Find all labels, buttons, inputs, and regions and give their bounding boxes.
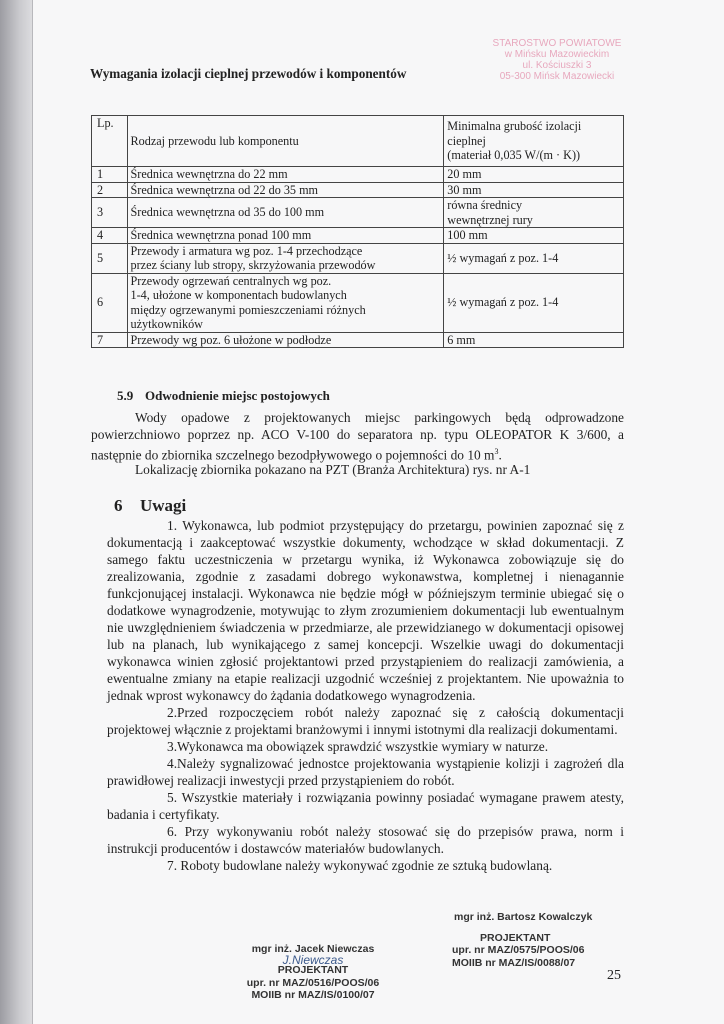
thickness-line: 6 mm [447, 332, 476, 347]
chapter-title: Uwagi [140, 496, 187, 515]
row-number: 1 [92, 167, 128, 183]
row-number: 2 [92, 182, 128, 198]
note-item: 2.Przed rozpoczęciem robót należy zapoznać się z całością dokumentacji projektowej włącznie z projektami branżowymi i innymi istotnymi dla realizacji dokumentami. [107, 705, 624, 737]
signer-name: mgr inż. Bartosz Kowalczyk [454, 911, 593, 923]
signer-name: mgr inż. Jacek Niewczas [251, 943, 375, 955]
component-line: Średnica wewnętrzna ponad 100 mm [130, 228, 312, 242]
header-value-line: (materiał 0,035 W/(m · K)) [447, 148, 581, 163]
row-thickness [444, 167, 624, 183]
paragraph-end: . [498, 447, 502, 463]
license-number: upr. nr MAZ/0516/POOS/06 [246, 976, 380, 989]
table-row [92, 228, 624, 244]
row-thickness [444, 332, 624, 348]
table-header-row [92, 116, 624, 167]
header-value-line: Minimalna grubość izolacji [447, 119, 582, 134]
component-line: użytkowników [130, 317, 203, 331]
component-line: 1-4, ułożone w komponentach budowlanych [130, 288, 347, 302]
row-number: 3 [92, 198, 128, 228]
signer-role: PROJEKTANT [277, 964, 349, 976]
thickness-line: równa średnicy [447, 198, 523, 212]
section-heading [117, 388, 330, 404]
component-line: Przewody wg poz. 6 ułożone w podłodze [130, 332, 332, 347]
binding-shadow [0, 0, 32, 1024]
thickness-line: 30 mm [447, 182, 482, 197]
row-component [127, 332, 444, 348]
row-number: 5 [92, 243, 128, 273]
component-line: Przewody i armatura wg poz. 1-4 przechodzące [130, 243, 363, 258]
drainage-paragraph [91, 409, 624, 463]
signer-role: PROJEKTANT [480, 931, 551, 944]
thickness-line: 100 mm [447, 228, 488, 242]
note-item: 6. Przy wykonywaniu robót należy stosować się do przepisów prawa, norm i instrukcji producentów i dostawców materiałów budowlanych. [107, 824, 624, 856]
stamp-line: ul. Kościuszki 3 [522, 60, 592, 71]
stamp-line: STAROSTWO POWIATOWE [492, 38, 622, 49]
header-value-line: cieplnej [447, 133, 486, 148]
row-number: 6 [92, 273, 128, 332]
row-component [127, 167, 444, 183]
stamp-line: w Mińsku Mazowieckim [504, 49, 610, 60]
chamber-number: MOIIB nr MAZ/IS/0100/07 [251, 989, 375, 1001]
header-name: Rodzaj przewodu lub komponentu [127, 116, 444, 167]
designer-stamp-right [452, 911, 632, 969]
row-component [127, 182, 444, 198]
note-item: 1. Wykonawca, lub podmiot przystępujący do przetargu, powinien zapoznać się z dokumentacją i zaakceptować wszystkie dokumenty, wchodzące w skład dokumentacji. Z samego faktu uczestniczenia w przetargu wynika, iż Wykonawca zobowiązuje się do zrealizowania, zgodnie z zasadami dobrego wykonawstwa, kompletnej i nienagannie funkcjonującej instalacji. Wykonawca nie będzie mógł w późniejszym terminie ubiegać się o dodatkowe wynagrodzenie, motywując to złym zrozumieniem dokumentacji lub ewentualnym nie uwzględnieniem świadczenia w przedmiarze, ale przewidzianego w dokumentacji opisowej lub na planach, lub wynikającego z samej koncepcji. Wszelkie uwagi do dokumentacji wykonawca winien zgłosić projektantowi przed przystąpieniem do realizacji zamówienia, a ewentualne zmiany na etapie realizacji uzgodnić wcześniej z projektantem. Nie upoważnia to jednak wprost wykonawcy do żądania dodatkowego wynagrodzenia. [107, 518, 624, 703]
row-component [127, 273, 444, 332]
note-item: 3.Wykonawca ma obowiązek sprawdzić wszystkie wymiary w naturze. [167, 739, 549, 754]
office-stamp [462, 38, 652, 82]
page-number: 25 [607, 968, 621, 983]
component-line: Przewody ogrzewań centralnych wg poz. [130, 273, 332, 288]
row-number: 7 [92, 332, 128, 348]
row-component [127, 228, 444, 244]
table-row [92, 198, 624, 228]
row-component [127, 243, 444, 273]
table-row [92, 243, 624, 273]
stamp-line: 05-300 Mińsk Mazowiecki [499, 71, 615, 82]
header-value [444, 116, 624, 167]
paragraph-text: Wody opadowe z projektowanych miejsc parkingowych będą odprowadzone powierzchniowo poprzez np. ACO V-100 do separatora np. typu OLEOPATOR K 3/600, a następnie do zbiornika szczelnego bezodpływowego o pojemności do 10 m [91, 410, 624, 463]
table-row [92, 273, 624, 332]
chamber-number: MOIIB nr MAZ/IS/0088/07 [452, 956, 576, 969]
row-thickness [444, 182, 624, 198]
row-number: 4 [92, 228, 128, 244]
superscript: 3 [494, 447, 499, 456]
thickness-line: ½ wymagań z poz. 1-4 [447, 295, 559, 310]
thickness-line: wewnętrznej rury [447, 212, 533, 227]
thickness-line: 20 mm [447, 167, 482, 181]
header-lp: Lp. [92, 116, 128, 167]
thickness-line: ½ wymagań z poz. 1-4 [447, 250, 559, 265]
insulation-table [91, 115, 624, 348]
component-line: Średnica wewnętrzna od 35 do 100 mm [130, 205, 325, 220]
note-item: 5. Wszystkie materiały i rozwiązania powinny posiadać wymagane prawem atesty, badania i certyfikaty. [107, 790, 624, 822]
license-number: upr. nr MAZ/0575/POOS/06 [452, 944, 585, 956]
section-number: 5.9 [117, 388, 134, 403]
note-item: 7. Roboty budowlane należy wykonywać zgodnie ze sztuką budowlaną. [167, 858, 553, 873]
component-line: między ogrzewanymi pomieszczeniami różnych [130, 302, 366, 317]
handwritten-signature: J.Niewczas [282, 952, 344, 967]
table-row [92, 182, 624, 198]
row-thickness [444, 243, 624, 273]
section-title: Odwodnienie miejsc postojowych [145, 388, 330, 403]
component-line: przez ściany lub stropy, skrzyżowania przewodów [130, 258, 376, 272]
component-line: Średnica wewnętrzna do 22 mm [130, 167, 288, 181]
note-item: 4.Należy sygnalizować jednostce projektowania wystąpienie kolizji i zagrożeń dla prawidłowej realizacji inwestycji przed przystąpieniem do robót. [107, 756, 624, 788]
row-thickness [444, 273, 624, 332]
designer-stamp-left [228, 943, 398, 1002]
chapter-number: 6 [114, 496, 123, 515]
chapter-heading [114, 496, 186, 516]
row-thickness [444, 198, 624, 228]
row-component [127, 198, 444, 228]
table-row [92, 332, 624, 348]
row-thickness [444, 228, 624, 244]
tank-location-paragraph: Lokalizację zbiornika pokazano na PZT (Branża Architektura) rys. nr A-1 [135, 462, 531, 477]
component-line: Średnica wewnętrzna od 22 do 35 mm [130, 182, 319, 197]
table-row [92, 167, 624, 183]
table-caption: Wymagania izolacji cieplnej przewodów i komponentów [90, 66, 407, 81]
notes-list [107, 517, 624, 874]
